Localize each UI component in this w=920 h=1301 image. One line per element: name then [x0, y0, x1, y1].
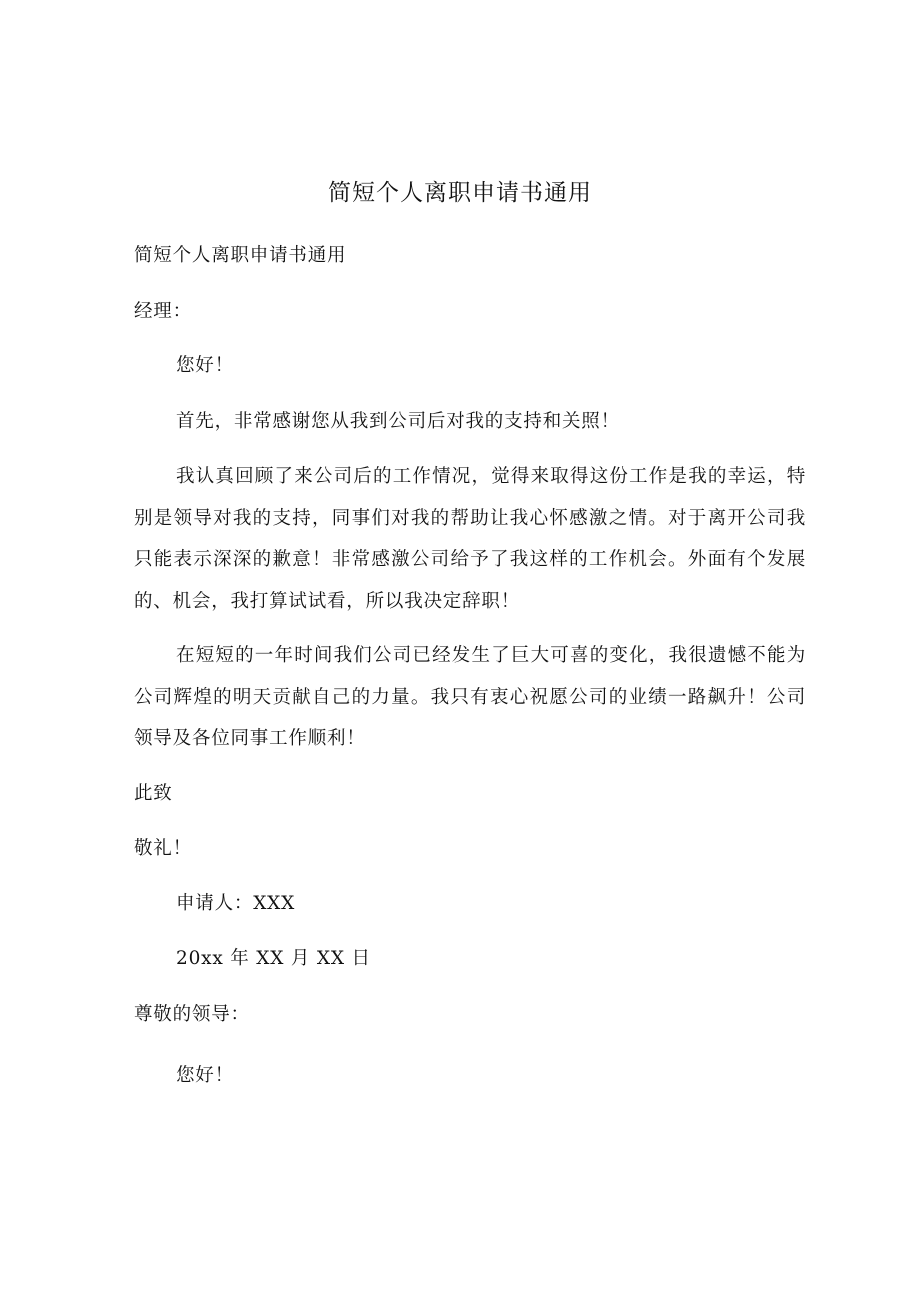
closing-jing-li: 敬礼！ [134, 838, 192, 859]
date-line: 20xx 年 XX 月 XX 日 [176, 948, 371, 969]
closing-ci-zhi: 此致 [134, 783, 173, 804]
greeting-second: 您好！ [176, 1065, 234, 1086]
paragraph-wishes: 在短短的一年时间我们公司已经发生了巨大可喜的变化，我很遗憾不能为公司辉煌的明天贡献自己的力量。我只有衷心祝愿公司的业绩一路飙升！公司领导及各位同事工作顺利！ [134, 645, 806, 749]
salutation-second: 尊敬的领导： [134, 1004, 250, 1025]
document-title: 简短个人离职申请书通用 [328, 180, 592, 206]
paragraph-reflection: 我认真回顾了来公司后的工作情况，觉得来取得这份工作是我的幸运，特别是领导对我的支持，同事们对我的帮助让我心怀感激之情。对于离开公司我只能表示深深的歉意！非常感激公司给予了我这样的工作机会。外面有个发展的、机会，我打算试试看，所以我决定辞职！ [134, 466, 806, 612]
greeting: 您好！ [176, 355, 234, 376]
salutation: 经理： [134, 301, 192, 322]
document-subtitle: 简短个人离职申请书通用 [134, 245, 347, 266]
paragraph-thanks: 首先，非常感谢您从我到公司后对我的支持和关照！ [176, 411, 620, 432]
applicant-line: 申请人：XXX [176, 893, 296, 914]
